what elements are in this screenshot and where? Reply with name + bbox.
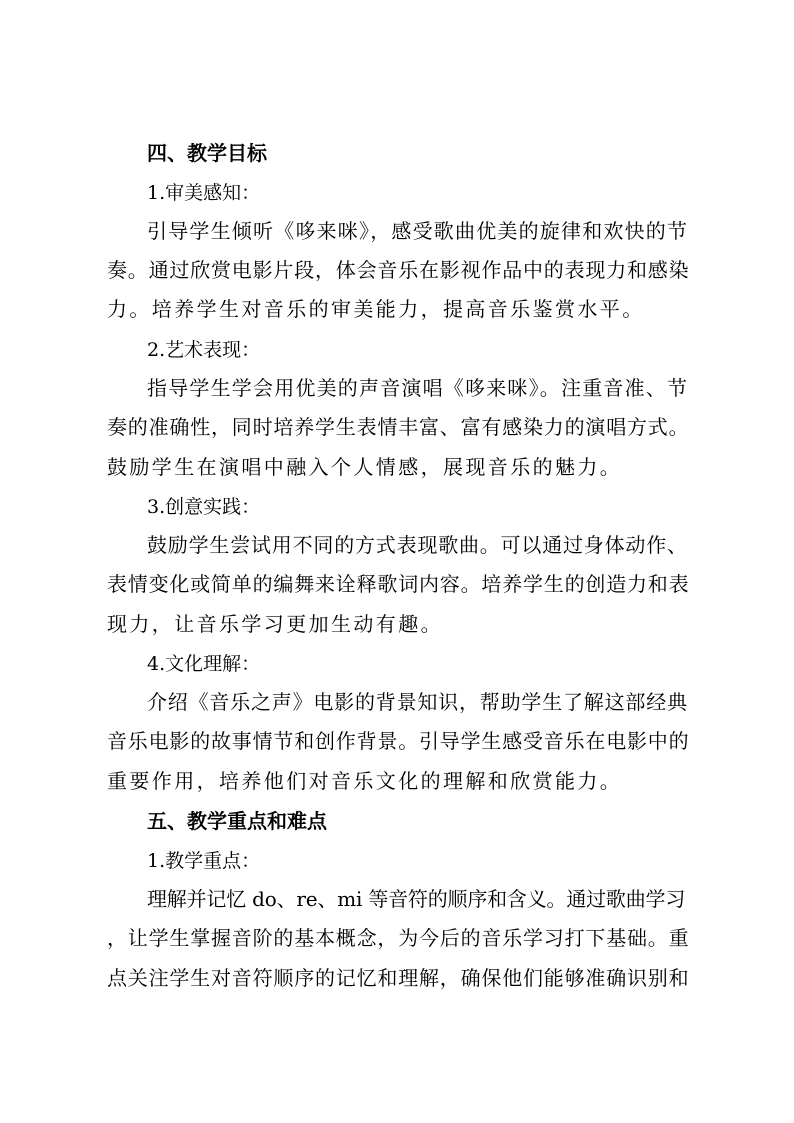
paragraph-line: 指导学生学会用优美的声音演唱《哆来咪》。注重音准、节 <box>147 376 689 400</box>
paragraph-line: 奏的准确性，同时培养学生表情丰富、富有感染力的演唱方式。 <box>107 415 690 439</box>
paragraph-line: 表情变化或简单的编舞来诠释歌词内容。培养学生的创造力和表 <box>107 572 690 596</box>
paragraph-line: 引导学生倾听《哆来咪》，感受歌曲优美的旋律和欢快的节 <box>147 219 689 243</box>
paragraph-line: 现力，让音乐学习更加生动有趣。 <box>107 612 443 636</box>
paragraph-line: 鼓励学生在演唱中融入个人情感，展现音乐的魅力。 <box>107 455 623 479</box>
paragraph-line: 力。培养学生对音乐的审美能力，提高音乐鉴赏水平。 <box>107 297 645 321</box>
subheading-teaching-focus: 1.教学重点： <box>147 850 261 872</box>
paragraph-line: ，让学生掌握音阶的基本概念，为今后的音乐学习打下基础。重 <box>107 926 690 950</box>
paragraph-line: 点关注学生对音符顺序的记忆和理解，确保他们能够准确识别和 <box>107 966 690 990</box>
paragraph-line: 介绍《音乐之声》电影的背景知识，帮助学生了解这部经典 <box>147 690 688 714</box>
section-heading-objectives: 四、教学目标 <box>147 141 267 165</box>
subheading-creative-practice: 3.创意实践： <box>147 496 261 518</box>
subheading-aesthetic-perception: 1.审美感知： <box>147 182 261 204</box>
paragraph-line: 音乐电影的故事情节和创作背景。引导学生感受音乐在电影中的 <box>107 729 690 753</box>
paragraph-line: 重要作用，培养他们对音乐文化的理解和欣赏能力。 <box>107 769 623 793</box>
section-heading-key-points: 五、教学重点和难点 <box>147 809 327 833</box>
paragraph-line: 鼓励学生尝试用不同的方式表现歌曲。可以通过身体动作、 <box>147 533 688 557</box>
subheading-artistic-expression: 2.艺术表现： <box>147 339 261 361</box>
paragraph-line: 理解并记忆 do、re、mi 等音符的顺序和含义。通过歌曲学习 <box>147 887 686 911</box>
subheading-cultural-understanding: 4.文化理解： <box>147 653 261 675</box>
paragraph-line: 奏。通过欣赏电影片段，体会音乐在影视作品中的表现力和感染 <box>107 258 690 282</box>
